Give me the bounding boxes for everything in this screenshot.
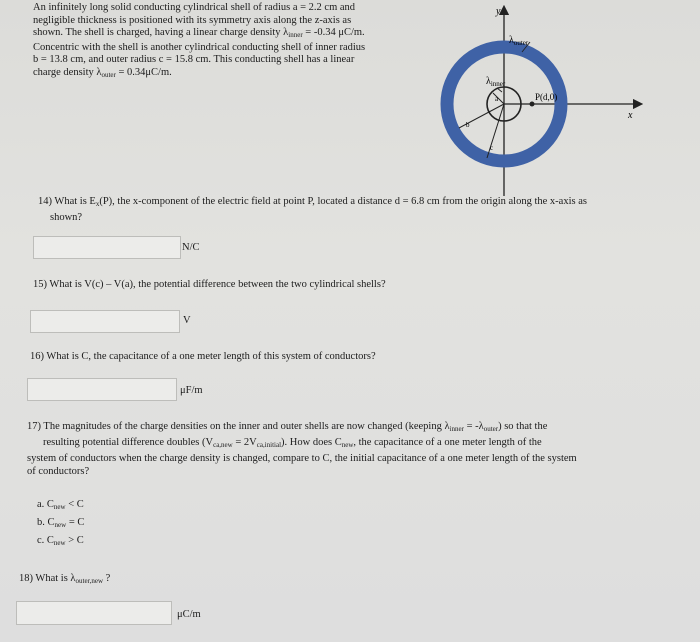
q16-answer-input[interactable] <box>27 378 177 401</box>
cylinder-diagram <box>392 0 652 200</box>
point-p-label: P(d,0) <box>535 92 558 102</box>
q16-unit: μF/m <box>180 385 203 396</box>
q17-choices <box>37 498 84 550</box>
q14-unit: N/C <box>182 242 200 253</box>
intro-line-4: Concentric with the shell is another cylindrical conducting shell of inner radius <box>33 41 366 53</box>
q17-line-3: system of conductors when the charge density is changed, compare to C, the initial capacitance of a one meter length of the system <box>27 453 577 464</box>
intro-line-3: shown. The shell is charged, having a linear charge density $\lambda_{inner} = -0.34$ μC/m. <box>33 27 365 39</box>
q15-answer-input[interactable] <box>30 310 180 333</box>
q15-unit: V <box>183 315 191 326</box>
radius-a-label: a <box>495 95 499 103</box>
question-14-text: 14) What is $E_x(P)$, the x-component of the electric field at point P, located a distance d = 6.8 cm from the origin along the x-axis as shown? <box>38 196 587 223</box>
q17-choice-a[interactable]: a. $C_{new} < C$ <box>37 499 84 511</box>
radius-c-label: c <box>490 144 494 152</box>
lambda-inner-leader <box>497 88 502 92</box>
x-axis-label: x <box>628 110 633 121</box>
q17-choice-c[interactable]: c. $C_{new} > C$ <box>37 535 84 547</box>
question-18-text: 18) What is $\lambda_{outer,new}$ ? <box>19 573 111 585</box>
y-axis-label: y <box>496 6 501 17</box>
q17-choice-b[interactable]: b. $C_{new} = C$ <box>37 517 85 529</box>
question-15-text: 15) What is V(c) – V(a), the potential difference between the two cylindrical shells? <box>33 279 386 290</box>
radius-b-label: b <box>466 121 470 129</box>
intro-line-6: charge density $\lambda_{outer} = 0.34\mu C/m$. <box>33 66 172 79</box>
q17-line-2: resulting potential difference doubles $(V_{ca,new} = 2V_{ca,initial})$. How does $C_{new}$, the capacitance of a one meter length of the <box>43 437 542 449</box>
question-16-text: 16) What is C, the capacitance of a one meter length of this system of conductors? <box>30 351 376 362</box>
problem-intro <box>33 2 403 81</box>
q17-line-1: 17) The magnitudes of the charge densities on the inner and outer shells are now changed (keeping $\lambda_{inner} = -\lambda_{outer}$) so that the <box>27 421 548 433</box>
q14-answer-input[interactable] <box>33 236 181 259</box>
diagram-svg <box>392 0 652 200</box>
q17-line-4: of conductors? <box>27 466 90 477</box>
point-p <box>530 102 535 107</box>
q18-unit: μC/m <box>177 609 201 620</box>
question-17-text <box>27 420 687 478</box>
intro-line-2: negligible thickness is positioned with its symmetry axis along the z-axis as <box>33 14 352 26</box>
lambda-outer-label: $\lambda_{outer}$ <box>509 35 529 47</box>
lambda-inner-label: $\lambda_{inner}$ <box>486 76 506 88</box>
q18-answer-input[interactable] <box>16 601 172 625</box>
intro-line-5: b = 13.8 cm, and outer radius c = 15.8 cm. This conducting shell has a linear <box>33 54 355 65</box>
intro-line-1: An infinitely long solid conducting cylindrical shell of radius a = 2.2 cm and <box>33 2 356 13</box>
